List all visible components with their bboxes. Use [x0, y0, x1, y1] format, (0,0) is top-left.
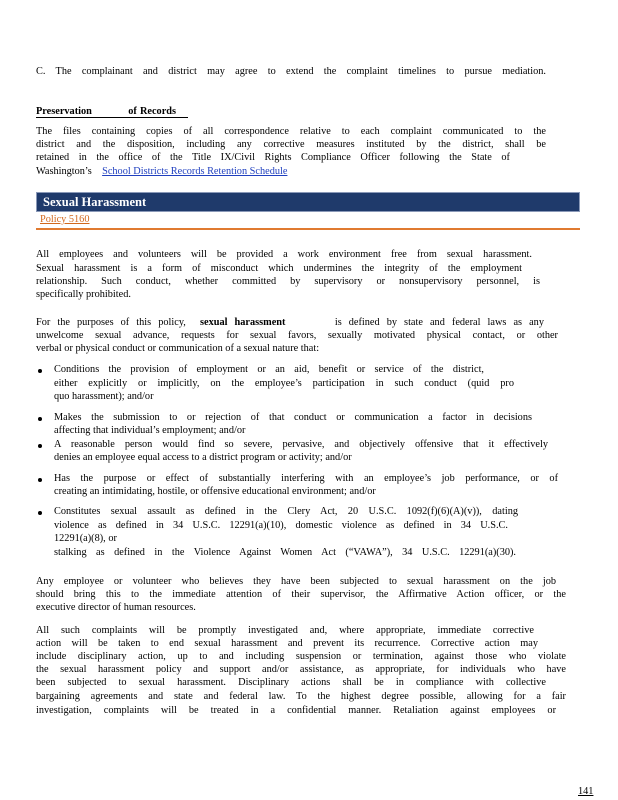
- bullet-line: affecting that individual’s employment; and/or: [54, 425, 246, 436]
- bullet-dot: [38, 417, 42, 421]
- para2-line: unwelcome sexual advance, requests for sexual favors, sexually motivated physical contact, or other: [36, 330, 558, 341]
- para3-line: should bring this to the immediate attention of their supervisor, the Affirmative Action officer, or the: [36, 589, 566, 600]
- page-number: 141: [578, 786, 594, 797]
- bullet-line: either explicitly or implicitly, on the employee’s participation in such conduct (quid pro: [54, 378, 514, 389]
- preservation-line: The files containing copies of all correspondence relative to each complaint communicated to the: [36, 126, 546, 137]
- para4-line: been subjected to sexual harassment. Disciplinary actions shall be in compliance with collective: [36, 677, 546, 688]
- para3-line: Any employee or volunteer who believes they have been subjected to sexual harassment on the job: [36, 576, 556, 587]
- heading-word-records: of Records: [128, 106, 177, 117]
- bullet-line: creating an intimidating, hostile, or offensive educational environment; and/or: [54, 486, 376, 497]
- preservation-line: retained in the office of the Title IX/Civil Rights Compliance Officer following the State of: [36, 152, 510, 163]
- bullet-line: denies an employee equal access to a district program or activity; and/or: [54, 452, 352, 463]
- para1-line: Sexual harassment is a form of misconduct which undermines the integrity of the employment: [36, 263, 522, 274]
- para1-line: All employees and volunteers will be provided a work environment free from sexual harassment.: [36, 249, 532, 260]
- policy-label: Policy 5160: [40, 214, 90, 225]
- para4-line: All such complaints will be promptly investigated and, where appropriate, immediate corrective: [36, 625, 534, 636]
- para4-line: bargaining agreements and state and federal law. To the highest degree possible, allowing for a fair: [36, 691, 566, 702]
- para4-line: investigation, complaints will be treated in a confidential manner. Retaliation against employees or: [36, 705, 556, 716]
- preservation-line: district and the disposition, including any corrective measures instituted by the district, shall be: [36, 139, 546, 150]
- bullet-line: Conditions the provision of employment or an aid, benefit or service of the district,: [54, 364, 484, 375]
- para3-line: executive director of human resources.: [36, 602, 196, 613]
- para1-line: relationship. Such conduct, whether committed by supervisory or nonsupervisory personnel, is: [36, 276, 540, 287]
- para2-first-line: [36, 316, 544, 329]
- bullet-dot: [38, 369, 42, 373]
- preservation-prefix: Washington’s: [36, 166, 92, 177]
- bullet-dot: [38, 444, 42, 448]
- heading-underline: [36, 117, 188, 118]
- para2-prefix: For the purposes of this policy,: [36, 317, 186, 328]
- para4-line: the sexual harassment policy and support and/or assistance, as appropriate, for individuals who have: [36, 664, 566, 675]
- records-retention-link[interactable]: School Districts Records Retention Schedule: [102, 166, 288, 177]
- para1-line: specifically prohibited.: [36, 289, 131, 300]
- para4-line: include disciplinary action, up to and including suspension or termination, against those who violate: [36, 651, 566, 662]
- heading-word-preservation: Preservation: [36, 106, 92, 117]
- defined-term: sexual harassment: [200, 317, 286, 328]
- preservation-last-line: [36, 165, 356, 178]
- bullet-line: Constitutes sexual assault as defined in the Clery Act, 20 U.S.C. 1092(f)(6)(A)(v)), dating: [54, 506, 518, 517]
- bullet-dot: [38, 511, 42, 515]
- para2-suffix: is defined by state and federal laws as any: [334, 317, 544, 328]
- bullet-line: quo harassment); and/or: [54, 391, 154, 402]
- bullet-line: stalking as defined in the Violence Against Women Act (“VAWA”), 34 U.S.C. 12291(a)(30).: [54, 547, 516, 558]
- bullet-line: Has the purpose or effect of substantially interfering with an employee’s job performance, or of: [54, 473, 558, 484]
- bullet-line: 12291(a)(8), or: [54, 533, 117, 544]
- bullet-line: A reasonable person would find so severe, pervasive, and objectively offensive that it effectively: [54, 439, 548, 450]
- mediation-text: C. The complainant and district may agree to extend the complaint timelines to pursue mediation.: [36, 66, 546, 77]
- bullet-line: violence as defined in 34 U.S.C. 12291(a)(10), domestic violence as defined in 34 U.S.C.: [54, 520, 508, 531]
- section-title: Sexual Harassment: [43, 195, 147, 209]
- section-banner: [36, 192, 580, 212]
- bullet-line: Makes the submission to or rejection of that conduct or communication a factor in decisions: [54, 412, 532, 423]
- para4-line: action will be taken to end sexual harassment and prevent its recurrence. Corrective action may: [36, 638, 538, 649]
- para2-line: verbal or physical conduct or communication of a sexual nature that:: [36, 343, 320, 354]
- bullet-dot: [38, 478, 42, 482]
- section-divider: [36, 228, 580, 230]
